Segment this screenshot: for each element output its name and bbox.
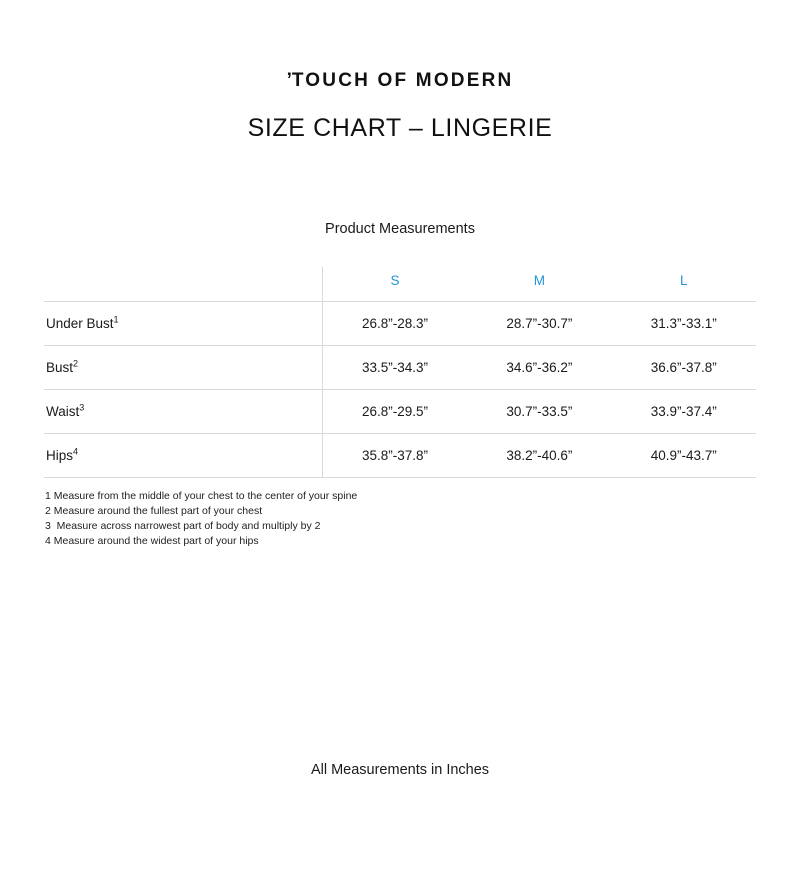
- section-heading: Product Measurements: [325, 221, 475, 237]
- row-label-text: Waist: [46, 404, 80, 419]
- cell-bust-l: 36.6”-37.8”: [650, 360, 717, 375]
- brand-apostrophe: ’: [286, 70, 292, 91]
- row-label-hips: [44, 434, 323, 478]
- row-footnote-marker: 2: [73, 358, 79, 369]
- cell-under-bust-l: 31.3”-33.1”: [650, 316, 717, 331]
- row-footnote-marker: 1: [113, 314, 119, 325]
- page-title: SIZE CHART – LINGERIE: [247, 114, 553, 142]
- table-row: [44, 346, 756, 390]
- table-body: [44, 302, 756, 478]
- row-label-text: Hips: [46, 448, 74, 463]
- cell-waist-s: 26.8”-29.5”: [361, 404, 428, 419]
- cell-under-bust-m: 28.7”-30.7”: [506, 316, 573, 331]
- measurements-table: [44, 259, 756, 478]
- cell-waist-l: 33.9”-37.4”: [650, 404, 717, 419]
- row-footnote-marker: 3: [79, 402, 85, 413]
- brand-name: TOUCH OF MODERN: [291, 70, 514, 91]
- cell-bust-s: 33.5”-34.3”: [361, 360, 428, 375]
- cell-hips-l: 40.9”-43.7”: [650, 448, 717, 463]
- column-header-l: L: [680, 272, 688, 288]
- table-header-row: [44, 259, 756, 302]
- footnote-2: 2 Measure around the fullest part of your chest: [45, 505, 263, 517]
- footnote-1: 1 Measure from the middle of your chest to the center of your spine: [45, 490, 358, 502]
- footnotes: [43, 489, 757, 549]
- row-footnote-marker: 4: [73, 446, 79, 457]
- row-label-text: Under Bust: [46, 316, 114, 331]
- table-row: [44, 302, 756, 346]
- cell-bust-m: 34.6”-36.2”: [506, 360, 573, 375]
- table-row: [44, 434, 756, 478]
- measurements-table-wrap: [44, 259, 756, 478]
- column-header-m: M: [533, 272, 545, 288]
- size-chart-page: [0, 70, 800, 870]
- table-row: [44, 390, 756, 434]
- cell-waist-m: 30.7”-33.5”: [506, 404, 573, 419]
- column-header-s: S: [390, 272, 400, 288]
- footnote-3: 3 Measure across narrowest part of body and multiply by 2: [45, 520, 321, 532]
- footnote-4: 4 Measure around the widest part of your hips: [45, 535, 259, 547]
- footer-note: All Measurements in Inches: [310, 762, 490, 778]
- cell-hips-s: 35.8”-37.8”: [361, 448, 428, 463]
- row-label-bust: [44, 346, 323, 390]
- cell-hips-m: 38.2”-40.6”: [506, 448, 573, 463]
- table-header: [44, 259, 756, 302]
- row-label-under-bust: [44, 302, 323, 346]
- cell-under-bust-s: 26.8”-28.3”: [361, 316, 428, 331]
- brand-logo: [0, 70, 800, 92]
- column-header-blank: [44, 259, 323, 302]
- row-label-waist: [44, 390, 323, 434]
- row-label-text: Bust: [46, 360, 74, 375]
